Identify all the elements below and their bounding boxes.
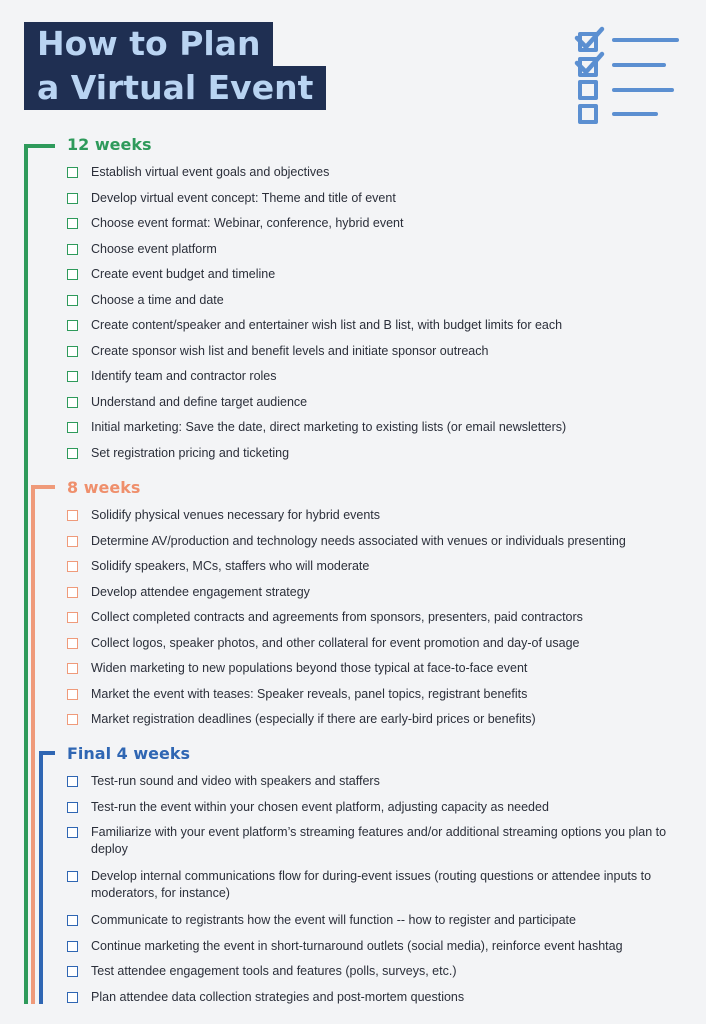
checklist-item[interactable]	[67, 799, 692, 825]
checkbox-icon[interactable]	[67, 689, 78, 700]
checklist-item[interactable]	[67, 635, 692, 661]
checklist-item-label: Communicate to registrants how the event will function -- how to register and participate	[91, 913, 576, 927]
checklist-item-label: Test attendee engagement tools and features (polls, surveys, etc.)	[91, 964, 457, 978]
checkbox-icon[interactable]	[67, 915, 78, 926]
title-line-1: How to Plan	[24, 22, 273, 66]
checkbox-icon[interactable]	[67, 941, 78, 952]
checklist-item-label: Establish virtual event goals and objectives	[91, 165, 330, 179]
checkbox-icon[interactable]	[67, 663, 78, 674]
timeline-bar-8-weeks	[31, 485, 35, 1004]
checkbox-icon[interactable]	[67, 827, 78, 838]
checklist-item-label: Set registration pricing and ticketing	[91, 445, 290, 460]
checklist-item-label: Determine AV/production and technology needs associated with venues or individuals presenting	[91, 533, 626, 548]
section-final-4-weeks	[67, 744, 692, 1014]
checkbox-icon[interactable]	[67, 510, 78, 521]
checkbox-icon[interactable]	[67, 802, 78, 813]
checkbox-icon[interactable]	[67, 193, 78, 204]
checklist-item[interactable]	[67, 266, 692, 292]
checkbox-icon[interactable]	[67, 714, 78, 725]
checklist-item[interactable]	[67, 773, 692, 799]
checkbox-icon[interactable]	[67, 448, 78, 459]
checklist-item-label: Create content/speaker and entertainer wish list and B list, with budget limits for each	[91, 318, 563, 332]
checklist-item[interactable]	[67, 989, 692, 1015]
checklist-item[interactable]	[67, 241, 692, 267]
timeline-bar-12-weeks	[24, 144, 28, 1004]
checkbox-icon[interactable]	[67, 536, 78, 547]
section-heading: 8 weeks	[67, 478, 141, 497]
checklist-item[interactable]	[67, 419, 692, 445]
checklist-item[interactable]	[67, 558, 692, 584]
checklist-item-label: Collect logos, speaker photos, and other collateral for event promotion and day-of usage	[91, 635, 580, 650]
checklist	[67, 773, 692, 1014]
checklist-item-label: Plan attendee data collection strategies and post-mortem questions	[91, 989, 465, 1004]
checklist-item[interactable]	[67, 343, 692, 369]
checkbox-icon[interactable]	[67, 871, 78, 882]
checklist-item[interactable]	[67, 507, 692, 533]
checkbox-icon[interactable]	[67, 371, 78, 382]
checkbox-icon[interactable]	[67, 218, 78, 229]
checklist-item-label: Solidify physical venues necessary for hybrid events	[91, 508, 381, 522]
checkbox-icon[interactable]	[67, 295, 78, 306]
checkbox-icon[interactable]	[67, 269, 78, 280]
checkbox-icon[interactable]	[67, 320, 78, 331]
checklist-item[interactable]	[67, 609, 692, 635]
checklist-item-label: Create event budget and timeline	[91, 267, 276, 281]
checklist-item[interactable]	[67, 660, 692, 686]
checklist-item[interactable]	[67, 215, 692, 241]
checklist-item-label: Familiarize with your event platform’s streaming features and/or additional streaming options you plan to deploy	[91, 825, 667, 856]
checklist-item[interactable]	[67, 584, 692, 610]
checklist-icon	[574, 26, 684, 128]
checkbox-icon[interactable]	[67, 244, 78, 255]
page-title	[24, 22, 326, 110]
checklist-item[interactable]	[67, 394, 692, 420]
section-8-weeks	[67, 478, 692, 737]
checklist-item[interactable]	[67, 938, 692, 964]
checklist-item-label: Understand and define target audience	[91, 394, 308, 409]
checklist-item-label: Develop virtual event concept: Theme and title of event	[91, 190, 396, 205]
checklist-item-label: Test-run sound and video with speakers and staffers	[91, 774, 380, 788]
checklist-item[interactable]	[67, 711, 692, 737]
checkbox-icon[interactable]	[67, 422, 78, 433]
checkbox-icon[interactable]	[67, 638, 78, 649]
checklist-item-label: Solidify speakers, MCs, staffers who will moderate	[91, 559, 370, 573]
checkbox-icon[interactable]	[67, 612, 78, 623]
checkbox-icon[interactable]	[67, 397, 78, 408]
checklist-item-label: Choose a time and date	[91, 292, 224, 307]
checkbox-icon[interactable]	[67, 346, 78, 357]
checklist-item-label: Create sponsor wish list and benefit levels and initiate sponsor outreach	[91, 343, 489, 358]
checklist-item[interactable]	[67, 164, 692, 190]
checkbox-icon[interactable]	[67, 966, 78, 977]
checklist-item-label: Develop internal communications flow for during-event issues (routing questions or attendee inputs to moderators, for instance)	[91, 869, 652, 900]
checkbox-icon[interactable]	[67, 587, 78, 598]
checklist-item-label: Market registration deadlines (especially if there are early-bird prices or benefits)	[91, 712, 536, 726]
checklist-item-label: Initial marketing: Save the date, direct marketing to existing lists (or email newsletters)	[91, 420, 567, 434]
section-12-weeks	[67, 135, 692, 470]
checklist-item[interactable]	[67, 868, 692, 912]
section-heading: Final 4 weeks	[67, 744, 191, 763]
timeline-bar-final-4-weeks	[39, 751, 43, 1004]
checkbox-icon[interactable]	[67, 167, 78, 178]
checkbox-icon[interactable]	[67, 776, 78, 787]
checklist-item[interactable]	[67, 824, 692, 868]
checklist	[67, 507, 692, 737]
checklist-item[interactable]	[67, 190, 692, 216]
checklist-item-label: Collect completed contracts and agreements from sponsors, presenters, paid contractors	[91, 610, 583, 624]
checklist-item-label: Choose event platform	[91, 241, 217, 256]
checklist-item-label: Choose event format: Webinar, conference, hybrid event	[91, 216, 404, 230]
checklist-item-label: Continue marketing the event in short-turnaround outlets (social media), reinforce event hashtag	[91, 938, 623, 953]
title-line-2: a Virtual Event	[24, 66, 326, 110]
checklist-item[interactable]	[67, 912, 692, 938]
section-heading: 12 weeks	[67, 135, 152, 154]
checklist-item[interactable]	[67, 963, 692, 989]
checklist-item-label: Market the event with teases: Speaker reveals, panel topics, registrant benefits	[91, 686, 528, 701]
checkbox-icon[interactable]	[67, 561, 78, 572]
checklist	[67, 164, 692, 470]
checklist-item-label: Test-run the event within your chosen event platform, adjusting capacity as needed	[91, 799, 549, 814]
checklist-item[interactable]	[67, 533, 692, 559]
checklist-item[interactable]	[67, 292, 692, 318]
checklist-item-label: Develop attendee engagement strategy	[91, 584, 310, 599]
checkbox-icon[interactable]	[67, 992, 78, 1003]
checklist-item[interactable]	[67, 445, 692, 471]
checklist-item[interactable]	[67, 317, 692, 343]
checklist-item-label: Widen marketing to new populations beyond those typical at face-to-face event	[91, 661, 528, 675]
checklist-item[interactable]	[67, 686, 692, 712]
checklist-item[interactable]	[67, 368, 692, 394]
checklist-item-label: Identify team and contractor roles	[91, 369, 277, 383]
